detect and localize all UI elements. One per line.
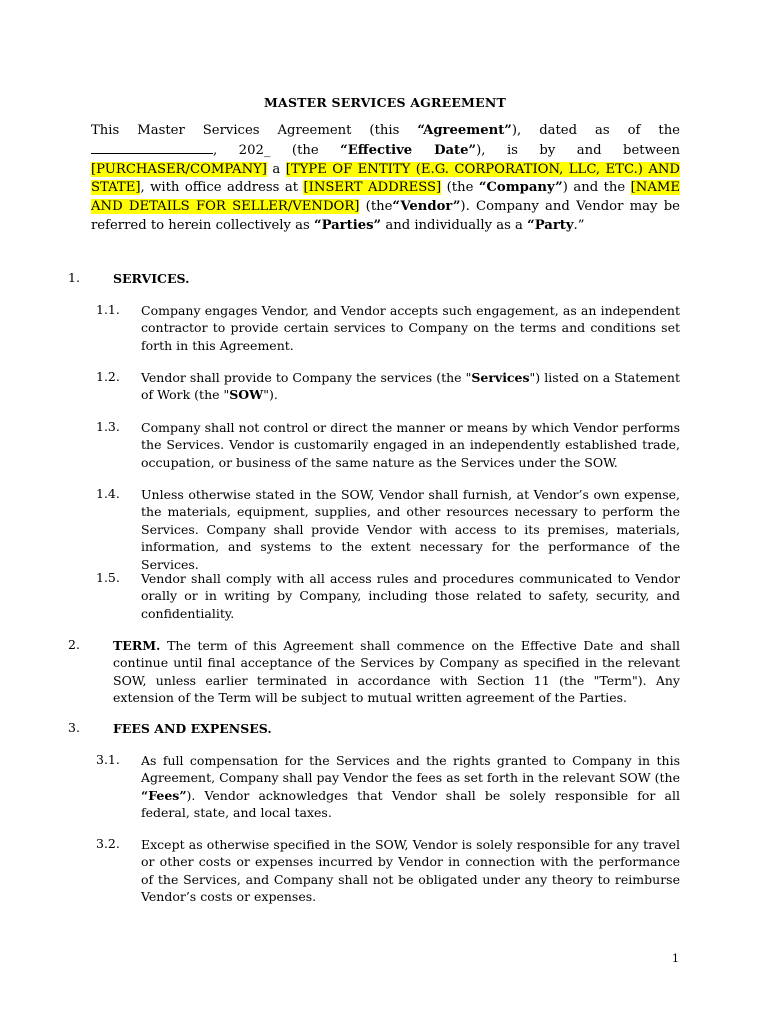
intro-text: a <box>266 161 286 177</box>
date-blank-line <box>91 141 213 154</box>
purchaser-placeholder: [PURCHASER/COMPANY] <box>91 161 267 177</box>
fees-term: “Fees” <box>141 787 187 803</box>
company-term: “Company” <box>478 180 563 196</box>
clause-text-part: As full compensation for the Services and the rights granted to Company in this Agreement, Company shall pay Vendor the fees as set forth in the relevant SOW (the <box>141 753 680 786</box>
clause-number: 3.1. <box>96 752 120 767</box>
seller-placeholder: [NAME AND DETAILS FOR SELLER/VENDOR] <box>91 180 680 215</box>
section-number: 1. <box>68 270 80 285</box>
clause-text: Company shall not control or direct the manner or means by which Vendor performs the Services. Vendor is customarily engaged in an independently established trade, occupation, or business of the same nature as the Services under the SOW. <box>141 420 680 470</box>
clause-number: 1.5. <box>96 570 120 585</box>
intro-text: ), dated as of the <box>511 123 680 138</box>
effective-date-term: “Effective Date” <box>340 142 477 158</box>
intro-text: and individually as a <box>381 217 528 233</box>
clause-number: 1.2. <box>96 369 120 384</box>
section-title-text: SERVICES. <box>113 271 190 286</box>
clause-text-part: ). Vendor acknowledges that Vendor shall be solely responsible for all federal, state, and local taxes. <box>141 787 680 821</box>
clause-text: Vendor shall comply with all access rules and procedures communicated to Vendor orally or in writing by Company, including those related to safety, security, and confidentiality. <box>141 571 680 621</box>
section-body: The term of this Agreement shall commence on the Effective Date and shall continue until final acceptance of the Services by Company as specified in the relevant SOW, unless earlier terminated in accordance with Section 11 (the "Term"). Any extension of the Term will be subject to mutual written agreement of the Parties. <box>113 638 680 706</box>
intro-text: , with office address at <box>140 180 304 196</box>
clause-text <box>141 752 680 822</box>
entity-type-placeholder: [TYPE OF ENTITY (E.G. CORPORATION, LLC, ETC.) AND STATE] <box>91 161 681 196</box>
clause-number: 3.2. <box>96 836 120 851</box>
section-title-text: FEES AND EXPENSES. <box>113 721 272 736</box>
clause-text-part: Vendor shall provide to Company the services (the " <box>141 370 472 385</box>
clause-number: 1.4. <box>96 486 120 501</box>
intro-text: ) and the <box>562 180 631 196</box>
section-title <box>113 720 680 737</box>
section-number: 3. <box>68 720 80 735</box>
intro-text: .” <box>573 217 585 233</box>
section-title-text: TERM. <box>113 638 161 653</box>
services-term: Services <box>471 370 530 385</box>
section-number: 2. <box>68 637 80 652</box>
clause-text-part: "). <box>263 387 278 403</box>
intro-paragraph <box>91 122 680 236</box>
clause-text: Company engages Vendor, and Vendor accepts such engagement, as an independent contractor to provide certain services to Company on the terms and conditions set forth in this Agreement. <box>141 303 680 353</box>
clause-text-part: ") listed on a Statement of Work (the " <box>141 370 680 403</box>
section-title <box>113 270 680 287</box>
party-term: “Party <box>527 217 574 233</box>
document-title: MASTER SERVICES AGREEMENT <box>264 95 506 110</box>
clause-number: 1.3. <box>96 419 120 434</box>
intro-text: ), is by and between <box>476 142 680 158</box>
intro-text: ). Company and Vendor may be referred to herein collectively as <box>91 199 680 233</box>
parties-term: “Parties” <box>313 217 382 233</box>
clause-text: Unless otherwise stated in the SOW, Vendor shall furnish, at Vendor’s own expense, the materials, equipment, supplies, and other resources necessary to perform the Services. Company shall provide Vendor with access to its premises, materials, information, and systems to the extent necessary for the performance of the Services. <box>141 487 680 572</box>
agreement-term: “Agreement” <box>417 123 512 138</box>
clause-text <box>141 369 680 404</box>
intro-text: (the <box>441 180 479 196</box>
intro-text: (the <box>359 199 393 215</box>
intro-text: This Master Services Agreement (this <box>91 123 418 138</box>
vendor-term: “Vendor” <box>392 199 461 215</box>
clause-number: 1.1. <box>96 302 120 317</box>
section-text <box>113 637 680 707</box>
sow-term: SOW <box>229 387 264 403</box>
intro-text: , 202_ (the <box>213 142 341 158</box>
clause-text: Except as otherwise specified in the SOW, Vendor is solely responsible for any travel or other costs or expenses incurred by Vendor in connection with the performance of the Services, and Company shall not be obligated under any theory to reimburse Vendor’s costs or expenses. <box>141 837 680 905</box>
page-number: 1 <box>672 952 679 965</box>
address-placeholder: [INSERT ADDRESS] <box>303 180 442 196</box>
